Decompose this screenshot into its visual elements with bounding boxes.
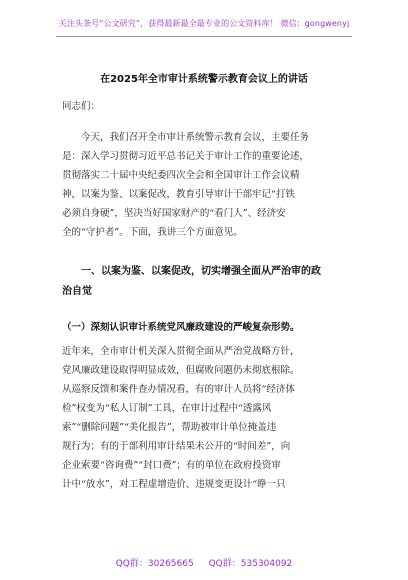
paragraph-line: 必须自身硬”，坚决当好国家财产的“看门人”、经济安 (62, 208, 286, 219)
paragraph-line: 是：深入学习贯彻习近平总书记关于审计工作的重要论述， (62, 151, 310, 162)
paragraph-line: 党风廉政建设取得明显成效，但腐败问题仍未彻底根除。 (62, 365, 300, 376)
subsection-paragraph (62, 342, 346, 494)
header-divider (56, 36, 352, 37)
paragraph-line: 检”权变为“私人订制”工具，在审计过程中“透露风 (62, 403, 272, 414)
footer-contact (0, 556, 408, 569)
paragraph-line: 贯彻落实二十届中央纪委四次全会和全国审计工作会议精 (62, 170, 300, 181)
heading-line: 一、以案为鉴、以案促改，切实增强全面从严治审的政 (81, 266, 321, 277)
paragraph-line: 企业索要“咨询费”“封口费”；有的单位在政府投资审 (62, 460, 281, 471)
paragraph-line: 从巡察反馈和案件查办情况看，有的审计人员将“经济体 (62, 384, 295, 395)
section-heading (62, 262, 352, 302)
footer-qq-group-1: QQ群：30265665 (115, 559, 194, 569)
footer-qq-group-2: QQ群：535304092 (208, 559, 293, 569)
intro-paragraph (62, 128, 346, 242)
paragraph-line: 计中“放水”，对工程虚增造价、违规变更设计“睁一只 (62, 479, 286, 490)
paragraph-line: 今天，我们召开全市审计系统警示教育会议，主要任务 (81, 132, 310, 143)
paragraph-line: 索”“删除问题”“美化报告”，帮助被审计单位掩盖违 (62, 422, 277, 433)
paragraph-line: 规行为；有的于部利用审计结果未公开的“时间差”，向 (62, 441, 291, 452)
paragraph-line: 近年来，全市审计机关深入贯彻全面从严治党战略方针， (62, 346, 300, 357)
heading-line: 治自觉 (62, 286, 92, 297)
paragraph-line: 全的“守护者”。下面，我讲三个方面意见。 (62, 227, 243, 238)
document-title: 在2025年全市审计系统警示教育会议上的讲话 (100, 74, 308, 85)
header-banner: 关注头条号“公文研究”，获得最新最全最专业的公文资料库！ 微信：gongwenyj (58, 19, 350, 28)
paragraph-line: 神，以案为鉴、以案促改，教育引导审计干部牢记“打铁 (62, 189, 295, 200)
salutation: 同志们： (62, 101, 101, 112)
subsection-heading: （一）深刻认识审计系统党风廉政建设的严峻复杂形势。 (62, 322, 300, 333)
